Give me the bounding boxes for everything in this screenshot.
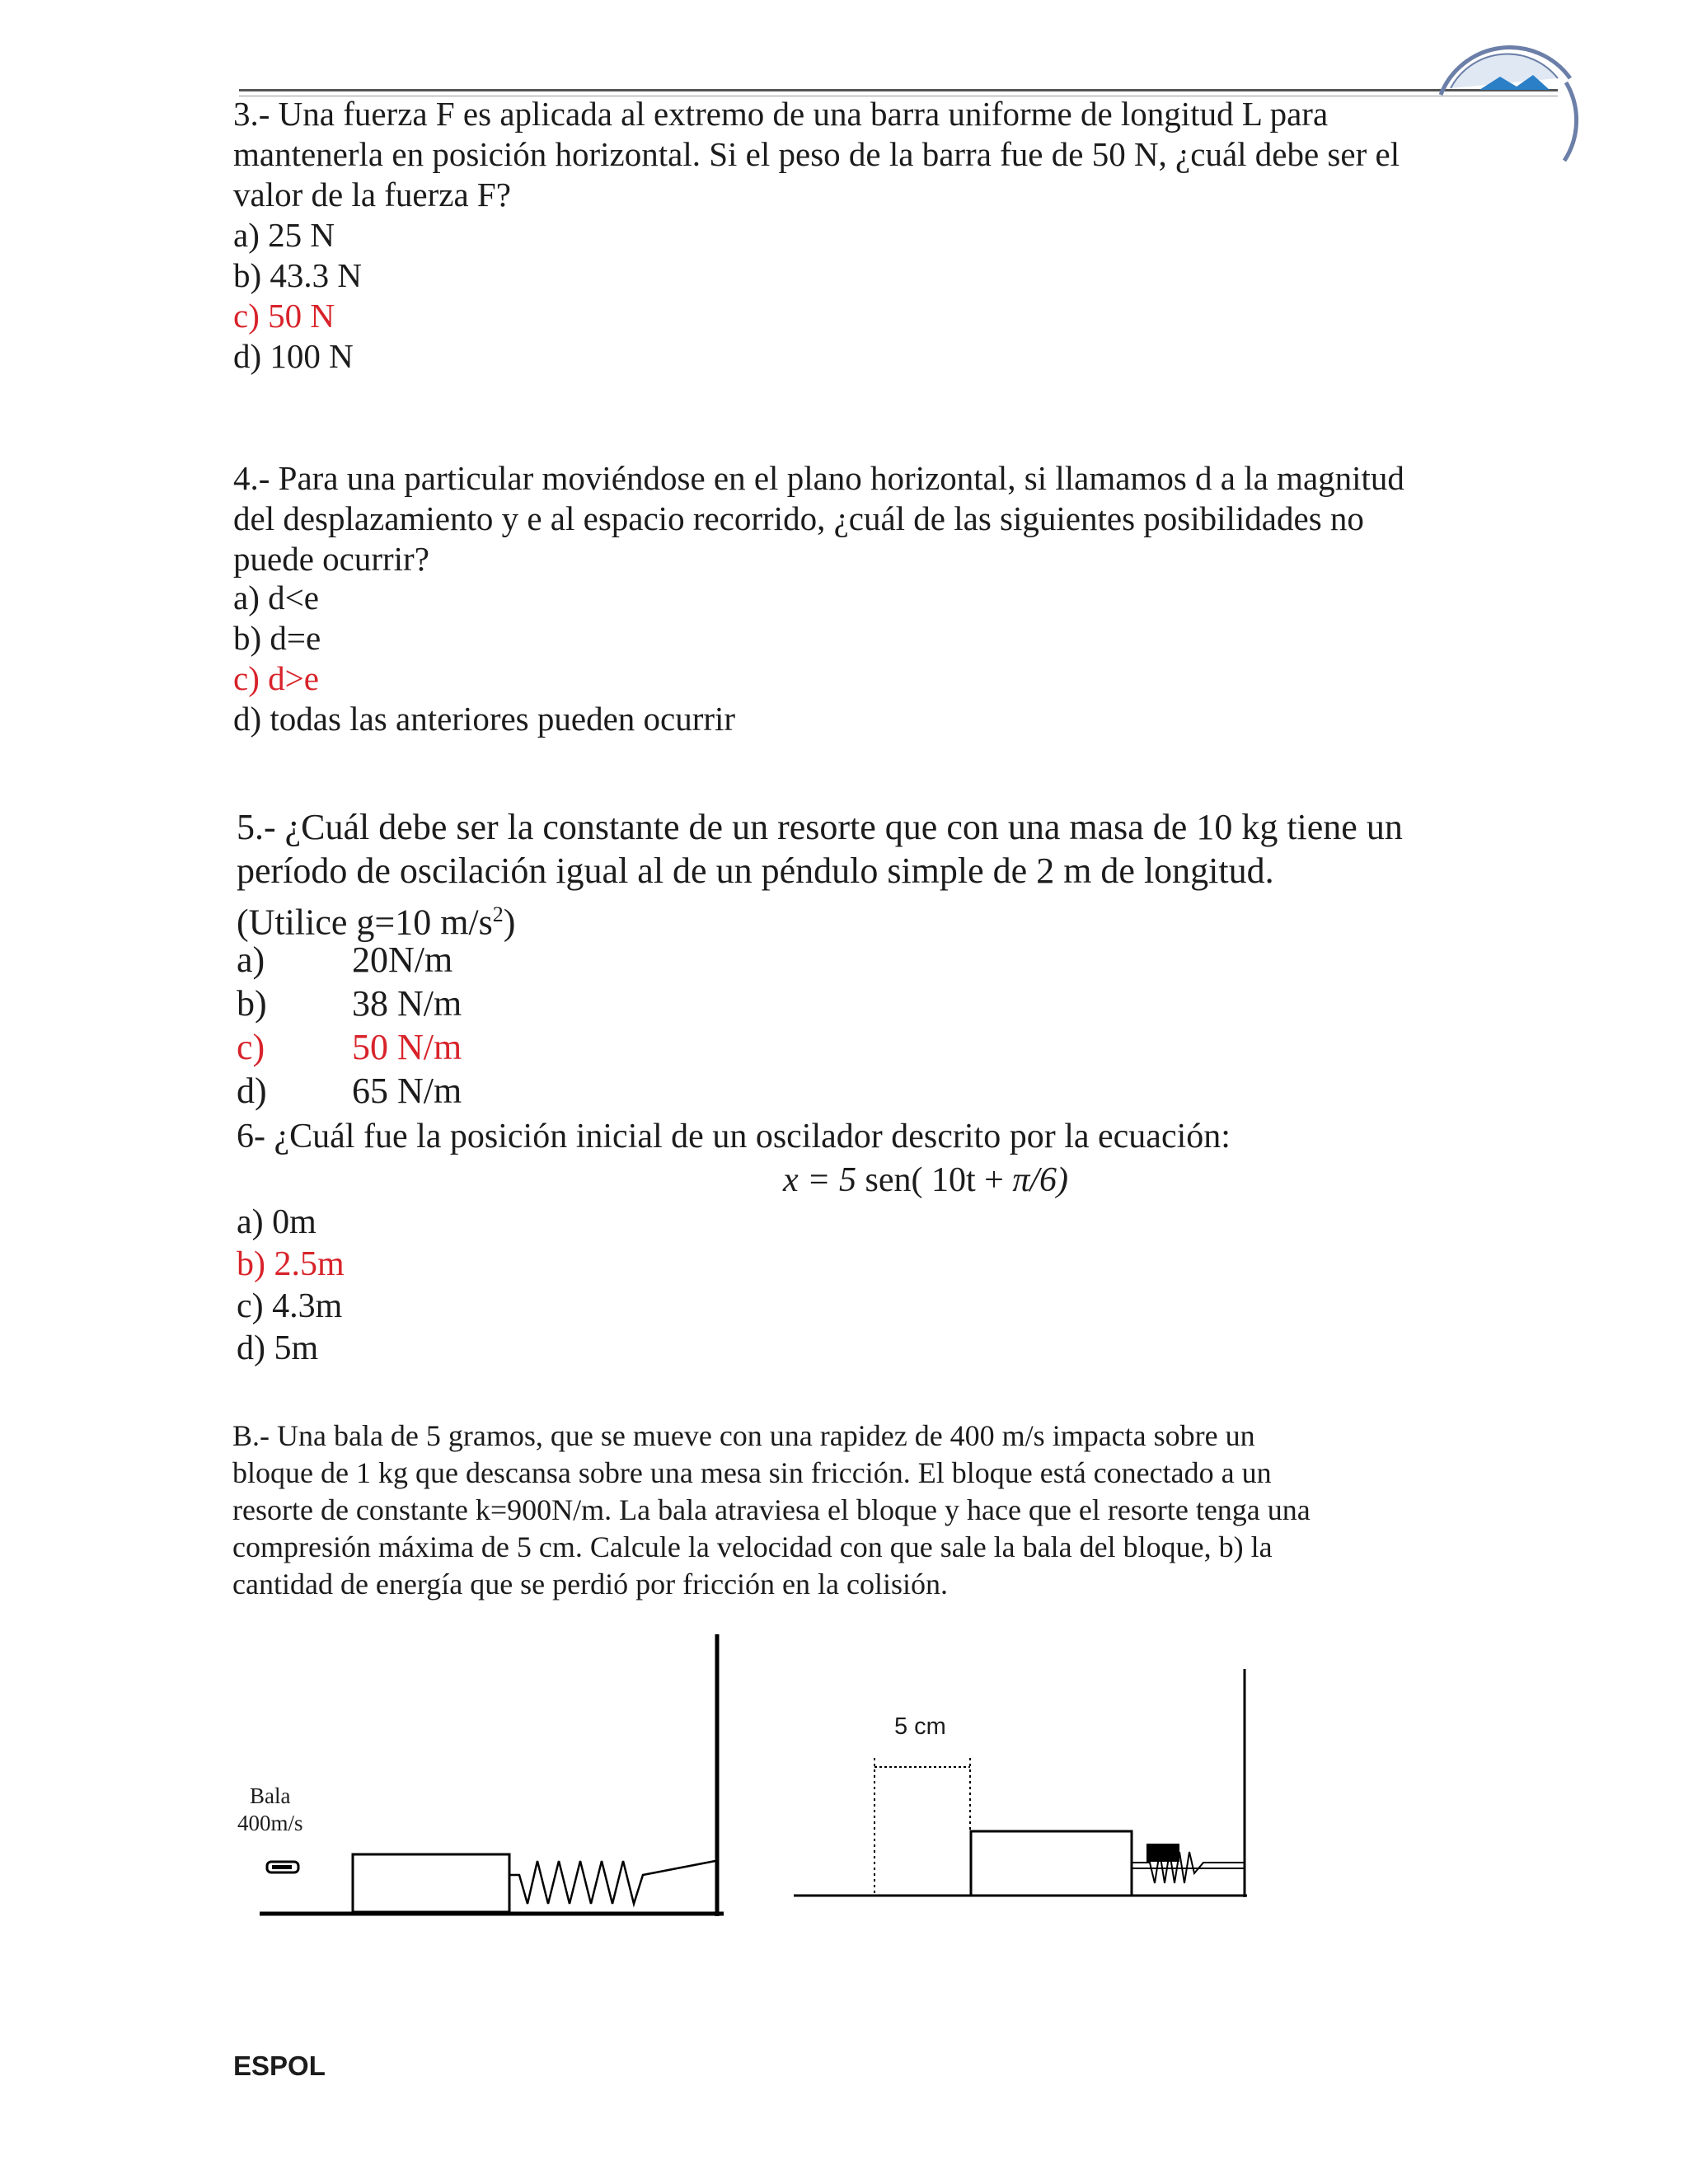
q4-option-b: b) d=e <box>233 619 321 657</box>
q6-options <box>237 1202 345 1370</box>
q6-option-a: a) 0m <box>237 1203 316 1241</box>
qB-line-3: resorte de constante k=900N/m. La bala atraviesa el bloque y hace que el resorte tenga una <box>232 1493 1311 1526</box>
top-rule <box>239 89 1558 91</box>
q3-line-2: mantenerla en posición horizontal. Si el peso de la barra fue de 50 N, ¿cuál debe ser el <box>233 135 1400 173</box>
bullet-icon-core <box>272 1865 292 1869</box>
q4-stem <box>233 458 1404 579</box>
q6-equation-lhs: x = 5 <box>783 1161 856 1199</box>
bullet-label: Bala <box>250 1783 291 1808</box>
q3-line-1: 3.- Una fuerza F es aplicada al extremo de una barra uniforme de longitud L para <box>233 95 1329 133</box>
spring-left <box>509 1861 715 1904</box>
q5-stem <box>237 805 1403 944</box>
q6-option-c: c) 4.3m <box>237 1287 343 1325</box>
q4-option-d: d) todas las anteriores pueden ocurrir <box>233 700 736 738</box>
q6-equation <box>783 1160 1068 1202</box>
q5-option-b-letter: b) <box>237 983 267 1024</box>
qB-line-5: cantidad de energía que se perdió por fricción en la colisión. <box>232 1568 949 1601</box>
q5-option-d-value: 65 N/m <box>352 1071 462 1111</box>
block-left <box>353 1854 509 1912</box>
q4-line-2: del desplazamiento y e al espacio recorrido, ¿cuál de las siguientes posibilidades no <box>233 499 1364 537</box>
q6-option-b-correct: b) 2.5m <box>237 1245 345 1283</box>
compression-label: 5 cm <box>894 1713 946 1740</box>
q6-stem: 6- ¿Cuál fue la posición inicial de un oscilador descrito por la ecuación: <box>237 1118 1231 1155</box>
q3-stem <box>233 94 1400 215</box>
q3-line-3: valor de la fuerza F? <box>233 176 511 213</box>
q5-hint-exponent: 2 <box>492 902 504 926</box>
qB-line-1: B.- Una bala de 5 gramos, que se mueve con una rapidez de 400 m/s impacta sobre un <box>232 1419 1255 1452</box>
q5-options <box>237 938 462 1113</box>
qB-stem <box>232 1418 1311 1603</box>
q5-option-d <box>237 1069 462 1113</box>
q3-options <box>233 215 362 377</box>
q4-line-3: puede ocurrir? <box>233 540 429 578</box>
q5-option-c-letter: c) <box>237 1027 265 1067</box>
q5-line-1: 5.- ¿Cuál debe ser la constante de un resorte que con una masa de 10 kg tiene un <box>237 807 1403 847</box>
q5-option-a <box>237 938 462 982</box>
q5-option-c-value: 50 N/m <box>352 1027 462 1067</box>
q4-options <box>233 578 735 739</box>
espol-seal-icon <box>1434 45 1582 169</box>
q5-option-b-value: 38 N/m <box>352 983 462 1024</box>
q3-option-a: a) 25 N <box>233 216 335 254</box>
q5-option-d-letter: d) <box>237 1071 267 1111</box>
qB-line-2: bloque de 1 kg que descansa sobre una mesa sin fricción. El bloque está conectado a un <box>232 1456 1272 1489</box>
q4-line-1: 4.- Para una particular moviéndose en el plano horizontal, si llamamos d a la magnitud <box>233 459 1404 497</box>
q5-option-a-letter: a) <box>237 940 265 980</box>
q5-hint <box>237 893 1403 944</box>
q5-option-a-value: 20N/m <box>352 940 453 980</box>
qB-line-4: compresión máxima de 5 cm. Calcule la velocidad con que sale la bala del bloque, b) la <box>232 1530 1273 1563</box>
q5-option-b <box>237 982 462 1025</box>
q6-option-d: d) 5m <box>237 1329 319 1367</box>
bullet-embedded-icon <box>1146 1844 1179 1862</box>
footer-text: ESPOL <box>233 2050 326 2081</box>
q4-option-c-correct: c) d>e <box>233 659 319 697</box>
figure-right-diagram <box>787 1661 1249 1908</box>
q5-hint-close: ) <box>503 902 516 943</box>
q6-equation-mid: sen( 10t + <box>856 1161 1013 1199</box>
q3-option-d: d) 100 N <box>233 337 354 375</box>
q6-equation-rhs: π/6) <box>1012 1161 1069 1199</box>
q5-line-2: período de oscilación igual al de un péndulo simple de 2 m de longitud. <box>237 851 1274 891</box>
q3-option-b: b) 43.3 N <box>233 256 363 294</box>
figure-bullet-speed: 400m/s <box>237 1811 303 1835</box>
q5-hint-text: (Utilice g=10 m/s <box>237 902 493 943</box>
q4-option-a: a) d<e <box>233 579 319 616</box>
q5-option-c-correct <box>237 1025 462 1069</box>
block-right <box>971 1831 1132 1896</box>
figure-left-diagram <box>247 1628 742 1924</box>
q3-option-c-correct: c) 50 N <box>233 297 335 335</box>
